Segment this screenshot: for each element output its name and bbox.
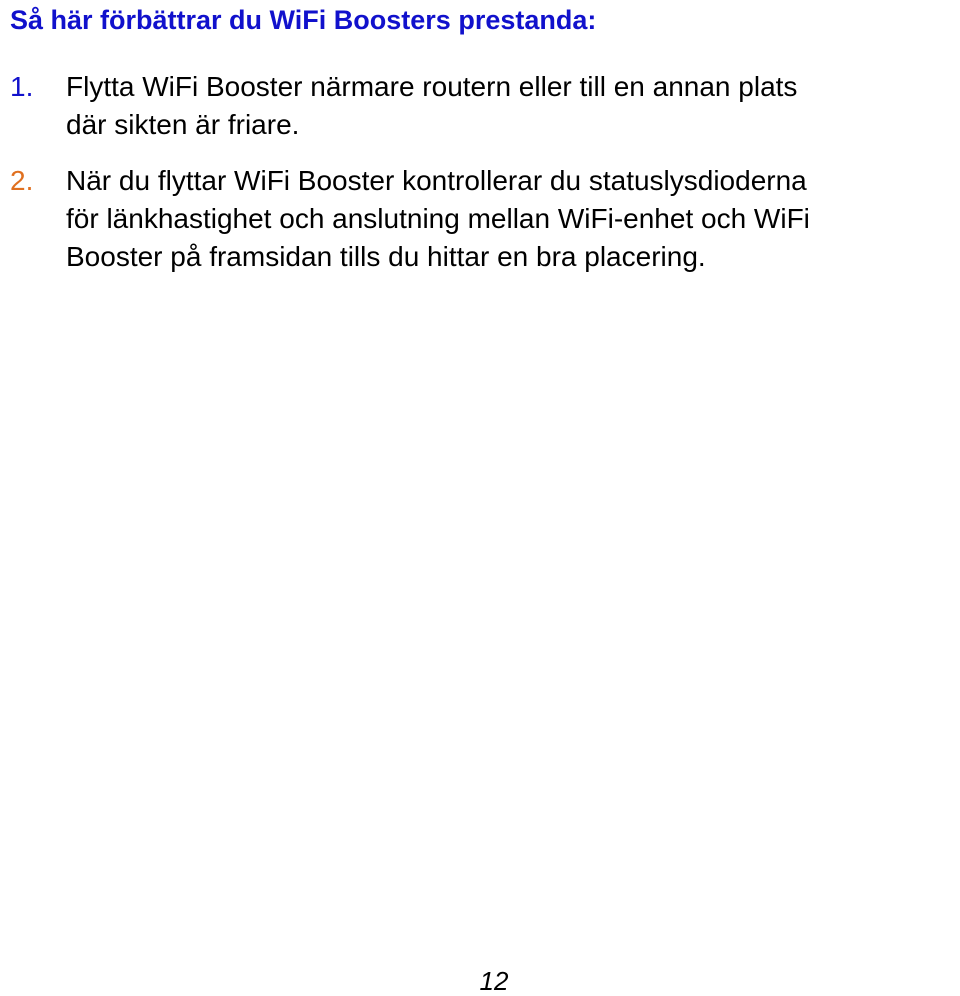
page-number: 12 [479, 966, 509, 996]
list-item-1-number: 1. [10, 71, 34, 102]
page-heading: Så här förbättrar du WiFi Boosters prestanda: [10, 5, 597, 35]
list-item-2-line-3: Booster på framsidan tills du hittar en bra placering. [66, 241, 706, 272]
list-item-2-number: 2. [10, 165, 34, 196]
list-item-1-line-2: där sikten är friare. [66, 109, 300, 140]
list-item-2-line-1: När du flyttar WiFi Booster kontrollerar du statuslysdioderna [66, 165, 807, 196]
list-item-2-text [66, 162, 955, 276]
list-item-1-line-1: Flytta WiFi Booster närmare routern eller till en annan plats [66, 71, 798, 102]
list-item-2 [10, 162, 955, 276]
list-item-1-text [66, 68, 955, 144]
list-item-1 [10, 68, 955, 144]
list-item-2-line-2: för länkhastighet och anslutning mellan WiFi-enhet och WiFi [66, 203, 810, 234]
